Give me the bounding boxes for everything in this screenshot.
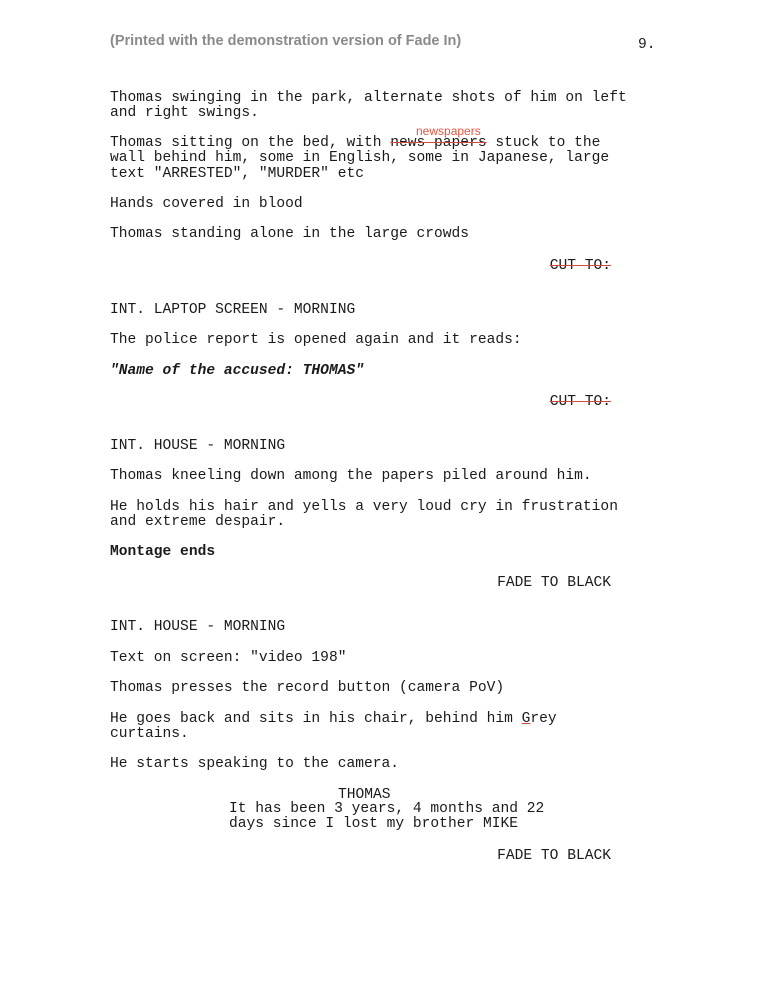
demo-watermark: (Printed with the demonstration version of Fade In) xyxy=(110,33,462,49)
action-line: Thomas standing alone in the large crowds xyxy=(110,226,470,242)
action-line: He holds his hair and yells a very loud cry in frustration and extreme despair. xyxy=(110,499,618,531)
scene-heading: INT. HOUSE - MORNING xyxy=(110,619,286,635)
action-line: He goes back and sits in his chair, behind him Grey curtains. xyxy=(110,711,557,743)
montage-end: Montage ends xyxy=(110,544,216,560)
action-line: Thomas swinging in the park, alternate shots of him on left and right swings. xyxy=(110,90,627,122)
action-line: Thomas kneeling down among the papers piled around him. xyxy=(110,468,592,484)
transition-cut-to: CUT TO: xyxy=(549,394,611,410)
action-line: Hands covered in blood xyxy=(110,196,303,212)
action-line: Thomas presses the record button (camera PoV) xyxy=(110,680,505,696)
revision-note: newspapers xyxy=(416,124,481,138)
transition-fade: FADE TO BLACK xyxy=(497,848,611,864)
transition-fade: FADE TO BLACK xyxy=(497,575,611,591)
action-line: He starts speaking to the camera. xyxy=(110,756,400,772)
action-line: Thomas sitting on the bed, with news papers stuck to the wall behind him, some in English, some in Japanese, large text "ARRESTED", "MURDER" etc xyxy=(110,135,610,182)
page-number: 9. xyxy=(638,37,656,53)
scene-heading: INT. HOUSE - MORNING xyxy=(110,438,286,454)
quoted-text: "Name of the accused: THOMAS" xyxy=(110,363,364,379)
character-name: THOMAS xyxy=(338,787,391,803)
dialogue: It has been 3 years, 4 months and 22 days since I lost my brother MIKE xyxy=(229,801,545,833)
action-line: The police report is opened again and it reads: xyxy=(110,332,522,348)
transition-cut-to: CUT TO: xyxy=(549,258,611,274)
struck-text: news papers xyxy=(390,135,487,151)
scene-heading: INT. LAPTOP SCREEN - MORNING xyxy=(110,302,356,318)
action-line: Text on screen: "video 198" xyxy=(110,650,347,666)
